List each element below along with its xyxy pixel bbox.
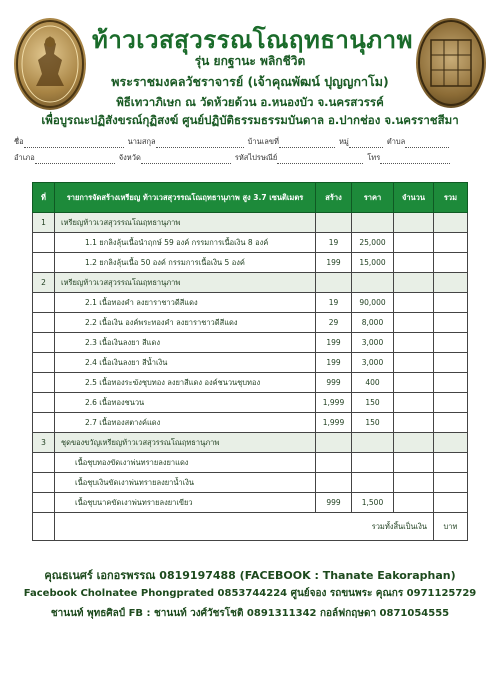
cell-made: 1,999 [316, 413, 352, 433]
col-made: สร้าง [316, 183, 352, 213]
cell-total [434, 393, 468, 413]
cell-item: 2.5 เนื้อทองระฆังชุบทอง ลงยาสีแดง องค์ชนวนชุบทอง [55, 373, 316, 393]
contact-line-1: คุณธเนศร์ เอกอรพรรณ 0819197488 (FACEBOOK : Thanate Eakoraphan) [44, 569, 456, 582]
table-row [33, 493, 468, 513]
cell-item: 1.2 ยกลิงลุ้นเนื้อ 50 องค์ กรรมการเนื้อเงิน 5 องค์ [55, 253, 316, 273]
cell-price: 25,000 [352, 233, 394, 253]
cell-total [434, 253, 468, 273]
cell-amount[interactable] [394, 333, 434, 353]
cell-price [352, 453, 394, 473]
cell-amount[interactable] [394, 253, 434, 273]
cell-price [352, 273, 394, 293]
ceremony-info: พิธีเทวาภิเษก ณ วัดห้วยด้วน อ.หนองบัว จ.นครสวรรค์ [116, 95, 384, 109]
district-field[interactable]: อำเภอ [14, 152, 115, 164]
cell-no [33, 353, 55, 373]
cell-made: 999 [316, 493, 352, 513]
table-row [33, 373, 468, 393]
cell-price [352, 473, 394, 493]
cell-item: เหรียญท้าวเวสสุวรรณโณฤทธานุภาพ [55, 213, 316, 233]
cell-price: 3,000 [352, 333, 394, 353]
contact-line-2: Facebook Cholnatee Phongprated 0853744224 ศูนย์จอง รถขนพระ คุณกร 0971125729 [23, 588, 477, 599]
table-row [33, 313, 468, 333]
table-row [33, 253, 468, 273]
cell-item: 2.1 เนื้อทองคำ ลงยาราชาวดีสีแดง [55, 293, 316, 313]
subdistrict-field[interactable]: ตำบล [387, 136, 449, 148]
phone-field[interactable]: โทร [367, 152, 450, 164]
table-row [33, 433, 468, 453]
cell-no [33, 413, 55, 433]
cell-no [33, 453, 55, 473]
cell-price: 3,000 [352, 353, 394, 373]
table-row [33, 293, 468, 313]
cell-no: 1 [33, 213, 55, 233]
province-field[interactable]: จังหวัด [119, 152, 231, 164]
cell-amount[interactable] [394, 473, 434, 493]
cell-total [434, 333, 468, 353]
cell-made: 999 [316, 373, 352, 393]
cell-item: เนื้อชุบนาคขัดเงาพ่นทรายลงยาเขียว [55, 493, 316, 513]
total-label [55, 513, 434, 541]
table-row [33, 213, 468, 233]
cell-price: 8,000 [352, 313, 394, 333]
cell-amount[interactable] [394, 373, 434, 393]
house-number-field[interactable]: บ้านเลขที่ [248, 136, 335, 148]
cell-no [33, 393, 55, 413]
cell-price: 1,500 [352, 493, 394, 513]
cell-total [434, 413, 468, 433]
cell-made: 199 [316, 353, 352, 373]
amulet-front-image [14, 18, 86, 110]
surname-field[interactable]: นามสกุล [128, 136, 244, 148]
cell-no [33, 253, 55, 273]
cell-made: 19 [316, 233, 352, 253]
cell-item: เนื้อชุบเงินขัดเงาพ่นทรายลงยาน้ำเงิน [55, 473, 316, 493]
cell-amount[interactable] [394, 313, 434, 333]
cell-total [434, 233, 468, 253]
cell-item: 2.2 เนื้อเงิน องค์พระทองคำ ลงยาราชาวดีสีแดง [55, 313, 316, 333]
table-row [33, 453, 468, 473]
cell-total [434, 453, 468, 473]
cell-made: 19 [316, 293, 352, 313]
page-title: ท้าวเวสสุวรรณโณฤทธานุภาพ [92, 25, 413, 54]
cell-total [434, 473, 468, 493]
cell-price [352, 213, 394, 233]
cell-total [434, 273, 468, 293]
cell-no: 2 [33, 273, 55, 293]
cell-no [33, 493, 55, 513]
postcode-field[interactable]: รหัสไปรษณีย์ [235, 152, 363, 164]
cell-total [434, 493, 468, 513]
form-row-name [14, 136, 486, 148]
cell-amount[interactable] [394, 493, 434, 513]
col-no: ที่ [33, 183, 55, 213]
cell-price: 90,000 [352, 293, 394, 313]
cell-price: 150 [352, 393, 394, 413]
cell-no: 3 [33, 433, 55, 453]
table-header-row [33, 183, 468, 213]
cell-item: เหรียญท้าวเวสสุวรรณโณฤทธานุภาพ [55, 273, 316, 293]
cell-no [33, 473, 55, 493]
cell-no [33, 293, 55, 313]
table-row [33, 233, 468, 253]
cell-item: ชุดของขวัญเหรียญท้าวเวสสุวรรณโณฤทธานุภาพ [55, 433, 316, 453]
contact-line-3: ชานนท์ พุทธศิลป์ FB : ชานนท์ วงศ์วัชรโชติ 0891311342 กอล์ฟกฤษดา 0871054555 [50, 608, 450, 619]
page-subtitle: รุ่น ยกฐานะ พลิกชีวิต [194, 54, 306, 68]
cell-item: เนื้อชุบทองขัดเงาพ่นทรายลงยาแดง [55, 453, 316, 473]
cell-price [352, 433, 394, 453]
cell-price: 150 [352, 413, 394, 433]
cell-no [33, 233, 55, 253]
cell-item: 2.4 เนื้อเงินลงยา สีน้ำเงิน [55, 353, 316, 373]
cell-total [434, 293, 468, 313]
cell-made: 199 [316, 253, 352, 273]
cell-made: 1,999 [316, 393, 352, 413]
table-row [33, 333, 468, 353]
cell-made [316, 473, 352, 493]
cell-amount[interactable] [394, 353, 434, 373]
monk-name: พระราชมงคลวัชราจารย์ (เจ้าคุณพัฒน์ ปุญญกาโม) [111, 74, 389, 89]
total-unit: บาท [434, 513, 468, 541]
col-item: รายการจัดสร้างเหรียญ ท้าวเวสสุวรรณโณฤทธานุภาพ สูง 3.7 เซนติเมตร [55, 183, 316, 213]
cell-blank [33, 513, 55, 541]
cell-made: 199 [316, 333, 352, 353]
cell-amount[interactable] [394, 413, 434, 433]
cell-made [316, 453, 352, 473]
order-table [32, 182, 468, 541]
cell-no [33, 333, 55, 353]
cell-made [316, 273, 352, 293]
cell-amount[interactable] [394, 233, 434, 253]
col-total: รวม [434, 183, 468, 213]
table-row [33, 413, 468, 433]
cell-item: 2.3 เนื้อเงินลงยา สีแดง [55, 333, 316, 353]
form-row-address [14, 152, 486, 164]
cell-item: 2.7 เนื้อทองสตางค์แดง [55, 413, 316, 433]
table-row [33, 273, 468, 293]
cell-item: 2.6 เนื้อทองชนวน [55, 393, 316, 413]
cell-total [434, 313, 468, 333]
cell-total [434, 433, 468, 453]
cell-amount[interactable] [394, 273, 434, 293]
cell-amount[interactable] [394, 293, 434, 313]
cell-total [434, 373, 468, 393]
cell-no [33, 373, 55, 393]
purpose-info: เพื่อบูรณะปฏิสังขรณ์กุฏิสงฆ์ ศูนย์ปฏิบัติธรรมธรรมบันดาล อ.ปากช่อง จ.นครราชสีมา [41, 113, 459, 127]
cell-price: 15,000 [352, 253, 394, 273]
cell-amount[interactable] [394, 453, 434, 473]
col-amount: จำนวน [394, 183, 434, 213]
cell-amount[interactable] [394, 213, 434, 233]
amulet-back-image [416, 18, 486, 108]
table-row [33, 393, 468, 413]
total-row [33, 513, 468, 541]
cell-made [316, 433, 352, 453]
cell-total [434, 353, 468, 373]
cell-made: 29 [316, 313, 352, 333]
table-row [33, 473, 468, 493]
cell-amount[interactable] [394, 393, 434, 413]
name-field[interactable]: ชื่อ [14, 136, 124, 148]
cell-no [33, 313, 55, 333]
moo-field[interactable]: หมู่ [339, 136, 383, 148]
cell-item: 1.1 ยกลิงลุ้นเนื้อนำฤกษ์ 59 องค์ กรรมการเนื้อเงิน 8 องค์ [55, 233, 316, 253]
col-price: ราคา [352, 183, 394, 213]
cell-made [316, 213, 352, 233]
cell-amount[interactable] [394, 433, 434, 453]
cell-total [434, 213, 468, 233]
cell-price: 400 [352, 373, 394, 393]
total-label-text: รวมทั้งสิ้นเป็นเงิน [371, 521, 427, 531]
table-row [33, 353, 468, 373]
